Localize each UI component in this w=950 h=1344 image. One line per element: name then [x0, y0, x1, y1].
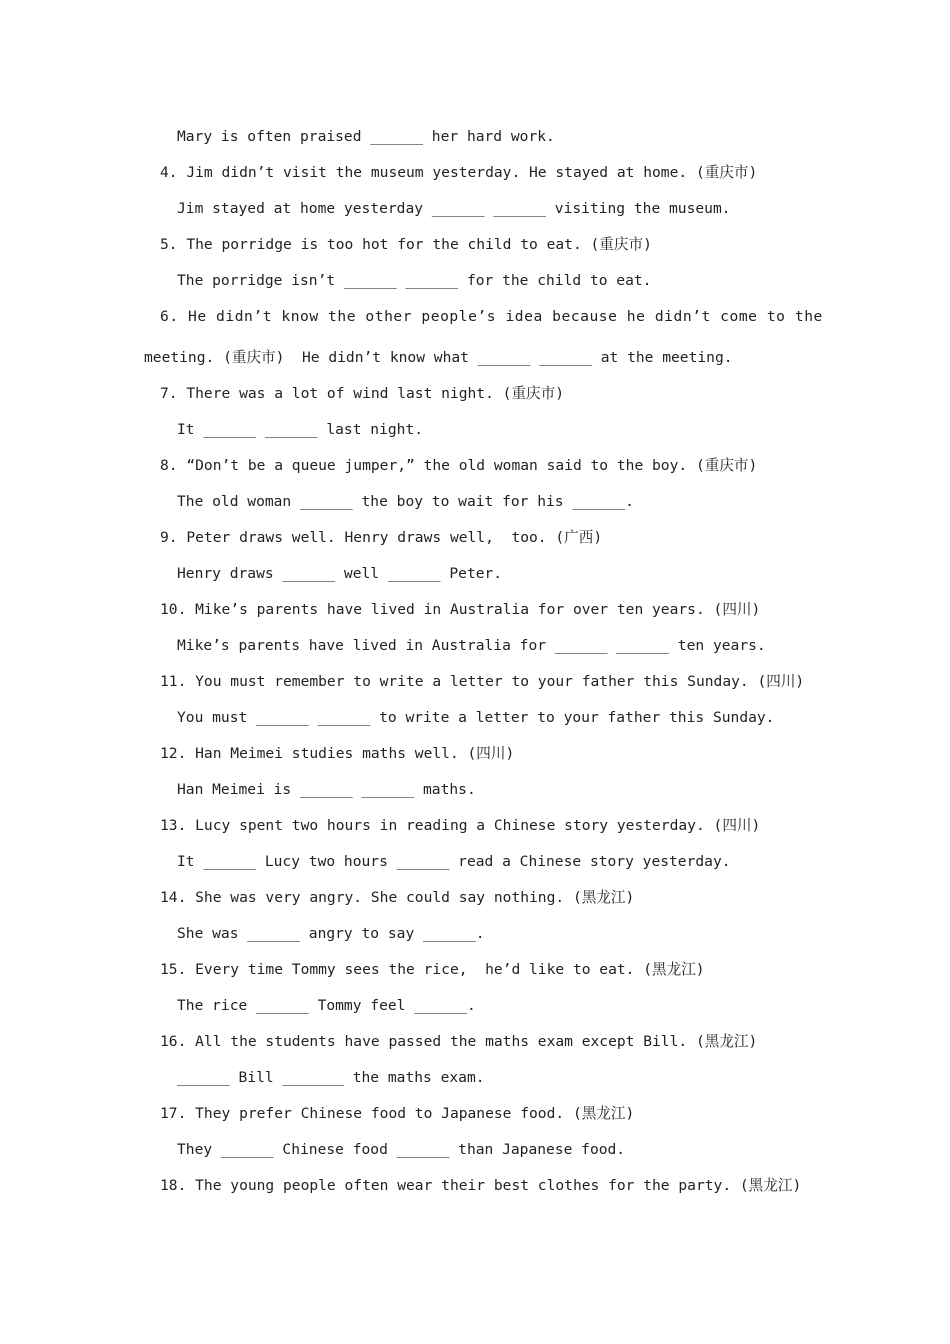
question-line: 13. Lucy spent two hours in reading a Chinese story yesterday. (四川) — [160, 817, 761, 834]
question-line: 9. Peter draws well. Henry draws well, too. (广西) — [160, 529, 603, 546]
question-line: 8. “Don’t be a queue jumper,” the old woman said to the boy. (重庆市) — [160, 457, 758, 474]
question-line: 10. Mike’s parents have lived in Australia for over ten years. (四川) — [160, 601, 761, 618]
answer-line: You must ______ ______ to write a letter to your father this Sunday. — [177, 709, 775, 726]
answer-line: They ______ Chinese food ______ than Japanese food. — [177, 1141, 626, 1158]
question-line: 4. Jim didn’t visit the museum yesterday. He stayed at home. (重庆市) — [160, 164, 758, 181]
question-line: 18. The young people often wear their best clothes for the party. (黑龙江) — [160, 1177, 802, 1194]
text-line: Mary is often praised ______ her hard work. — [177, 128, 555, 145]
question-line: 7. There was a lot of wind last night. (重庆市) — [160, 385, 565, 402]
answer-line: It ______ Lucy two hours ______ read a Chinese story yesterday. — [177, 853, 731, 870]
answer-line: The porridge isn’t ______ ______ for the child to eat. — [177, 272, 652, 289]
question-line: 12. Han Meimei studies maths well. (四川) — [160, 745, 515, 762]
answer-line: Han Meimei is ______ ______ maths. — [177, 781, 476, 798]
answer-line: She was ______ angry to say ______. — [177, 925, 485, 942]
question-continuation-line: meeting. (重庆市) He didn’t know what ______ ______ at the meeting. — [144, 349, 733, 366]
question-line: 16. All the students have passed the maths exam except Bill. (黑龙江) — [160, 1033, 758, 1050]
question-line: 6. He didn’t know the other people’s idea because he didn’t come to the — [160, 308, 823, 325]
answer-line: Mike’s parents have lived in Australia for ______ ______ ten years. — [177, 637, 766, 654]
answer-line: ______ Bill _______ the maths exam. — [177, 1069, 485, 1086]
question-line: 15. Every time Tommy sees the rice, he’d like to eat. (黑龙江) — [160, 961, 705, 978]
question-line: 17. They prefer Chinese food to Japanese food. (黑龙江) — [160, 1105, 635, 1122]
question-line: 14. She was very angry. She could say nothing. (黑龙江) — [160, 889, 635, 906]
answer-line: It ______ ______ last night. — [177, 421, 424, 438]
answer-line: Jim stayed at home yesterday ______ ______ visiting the museum. — [177, 200, 731, 217]
question-line: 5. The porridge is too hot for the child to eat. (重庆市) — [160, 236, 652, 253]
answer-line: Henry draws ______ well ______ Peter. — [177, 565, 503, 582]
question-line: 11. You must remember to write a letter to your father this Sunday. (四川) — [160, 673, 805, 690]
answer-line: The rice ______ Tommy feel ______. — [177, 997, 476, 1014]
answer-line: The old woman ______ the boy to wait for his ______. — [177, 493, 634, 510]
